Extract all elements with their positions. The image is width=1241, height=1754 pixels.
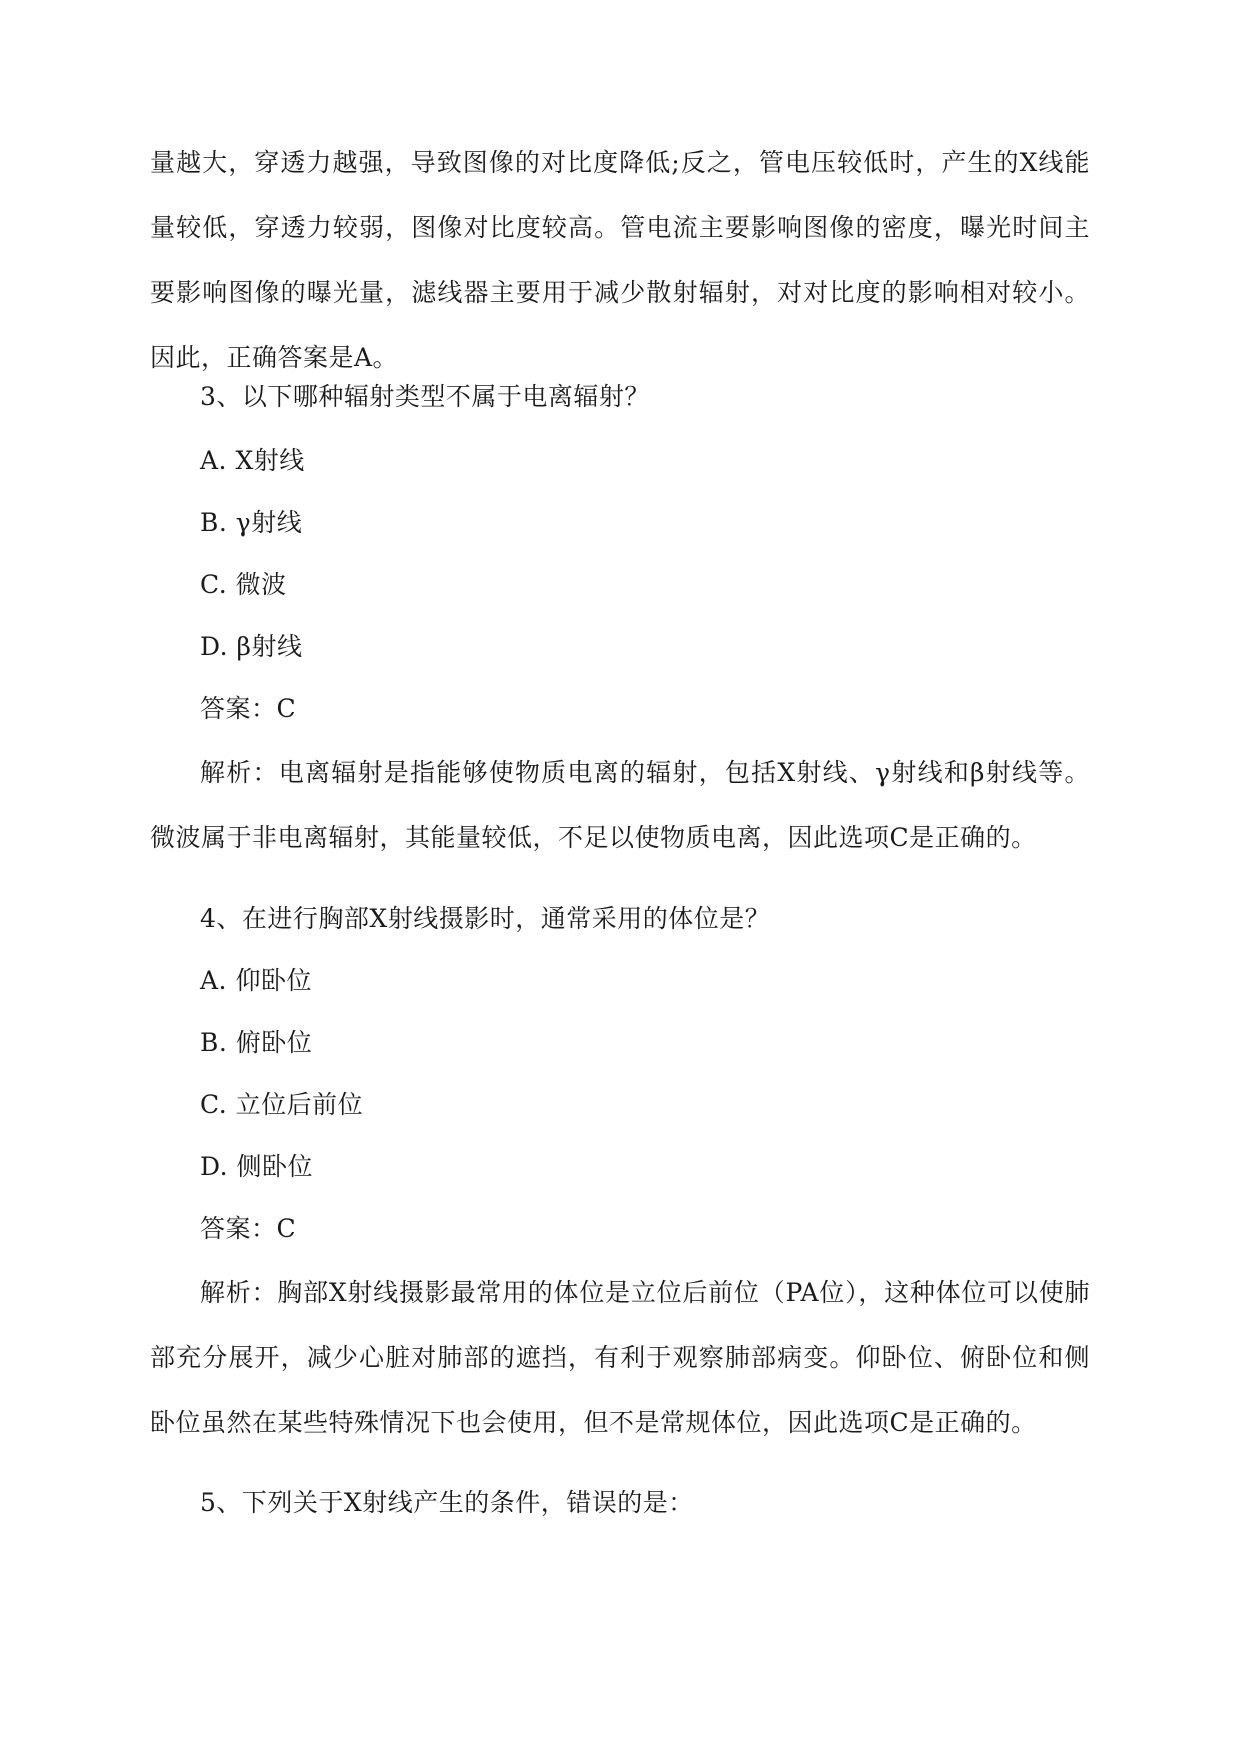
question-3-option-c: C. 微波 [200, 570, 287, 599]
question-3-option-d: D. β射线 [200, 632, 303, 661]
question-4-option-a: A. 仰卧位 [200, 966, 312, 995]
question-5: 5、下列关于X射线产生的条件，错误的是： [200, 1488, 694, 1517]
question-4: 4、在进行胸部X射线摄影时，通常采用的体位是？ [200, 904, 771, 933]
question-4-answer: 答案：C [200, 1214, 297, 1243]
question-3: 3、以下哪种辐射类型不属于电离辐射？ [200, 382, 650, 411]
question-4-option-b: B. 俯卧位 [200, 1028, 313, 1057]
question-4-option-d: D. 侧卧位 [200, 1152, 314, 1181]
question-3-option-b: B. γ射线 [200, 508, 303, 537]
question-4-analysis: 解析：胸部X射线摄影最常用的体位是立位后前位（PA位），这种体位可以使肺部充分展开，减少心脏对肺部的遮挡，有利于观察肺部病变。仰卧位、俯卧位和侧卧位虽然在某些特殊情况下也会使用，但不是常规体位，因此选项C是正确的。 [150, 1278, 1090, 1437]
question-3-analysis: 解析：电离辐射是指能够使物质电离的辐射，包括X射线、γ射线和β射线等。微波属于非电离辐射，其能量较低，不足以使物质电离，因此选项C是正确的。 [150, 758, 1090, 852]
question-3-answer: 答案：C [200, 694, 297, 723]
question-4-option-c: C. 立位后前位 [200, 1090, 364, 1119]
q2-analysis-continuation: 量越大，穿透力越强，导致图像的对比度降低;反之，管电压较低时，产生的X线能量较低，穿透力较弱，图像对比度较高。管电流主要影响图像的密度，曝光时间主要影响图像的曝光量，滤线器主要用于减少散射辐射，对对比度的影响相对较小。因此，正确答案是A。 [150, 148, 1090, 372]
question-3-option-a: A. X射线 [200, 446, 305, 475]
